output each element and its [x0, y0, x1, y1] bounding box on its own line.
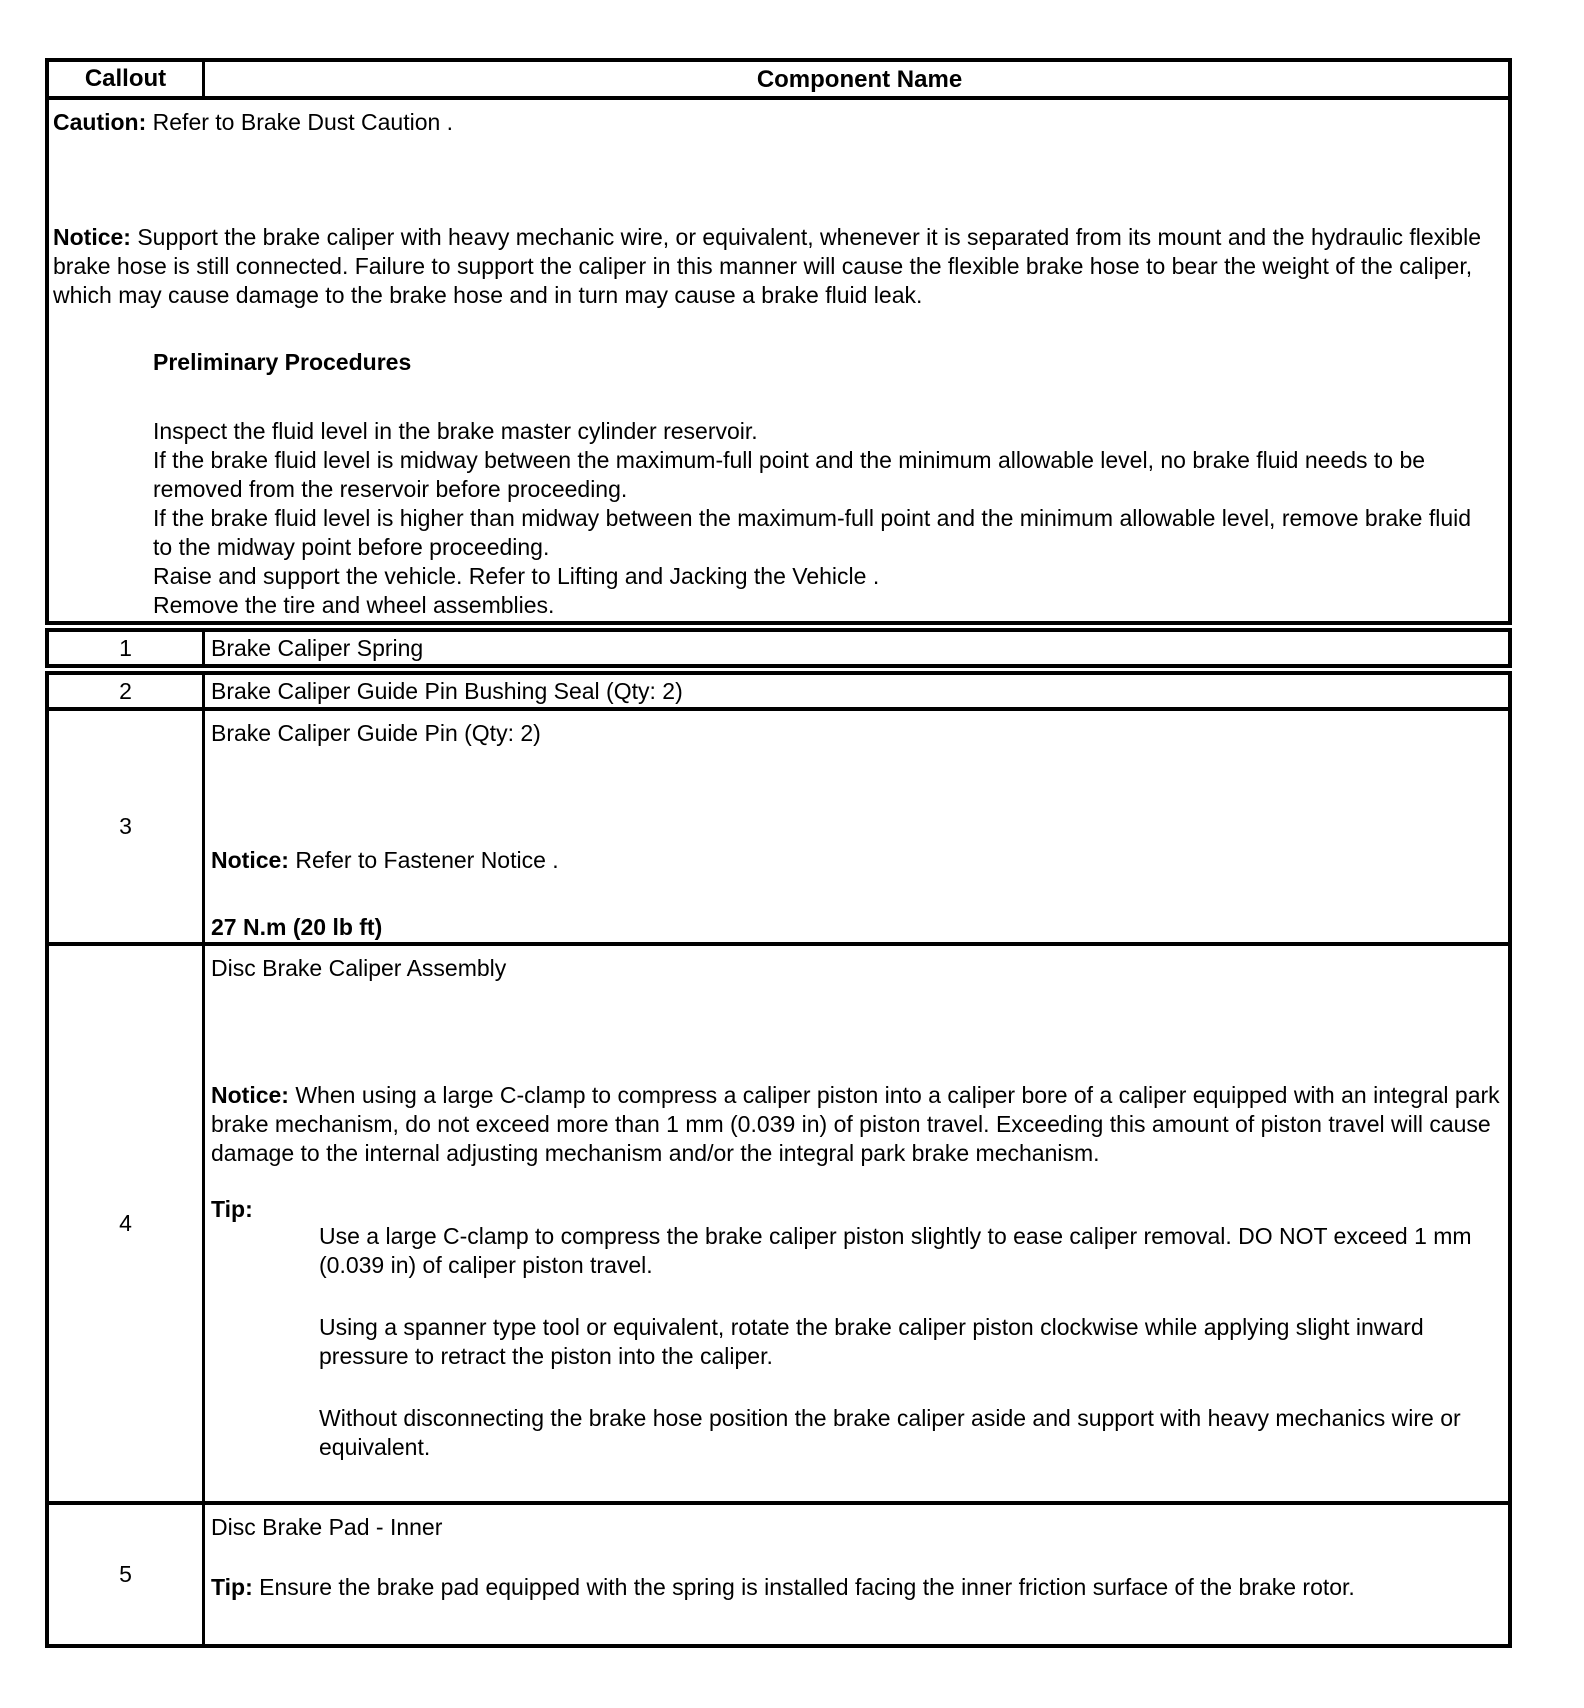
callout-number: 4: [49, 946, 205, 1501]
list-item: Inspect the fluid level in the brake master cylinder reservoir.: [153, 418, 758, 444]
component-name: Disc Brake Caliper Assembly: [211, 955, 507, 981]
callout-number: 1: [49, 632, 205, 664]
list-item: Use a large C-clamp to compress the brake caliper piston slightly to ease caliper removal. DO NOT exceed 1 mm (0.039 in) of caliper piston travel.: [319, 1223, 1472, 1278]
component-name-header: Component Name: [756, 65, 963, 93]
component-cell: [205, 946, 1508, 1501]
component-table: [45, 58, 1512, 1648]
notice-text: Notice: When using a large C-clamp to compress a caliper piston into a caliper bore of a caliper equipped with an integral park brake mechanism, do not exceed more than 1 mm (0.039 in) of piston travel. Exceeding this amount of piston travel will cause damage to the internal adjusting mechanism and/or the integral park brake mechanism.: [211, 1082, 1500, 1166]
table-row: [45, 1505, 1512, 1648]
callout-number: 5: [49, 1505, 205, 1644]
callout-number: 3: [49, 711, 205, 942]
tip-text: Tip: Ensure the brake pad equipped with the spring is installed facing the inner friction surface of the brake rotor.: [211, 1574, 1355, 1600]
table-row: [45, 671, 1512, 711]
list-item: If the brake fluid level is higher than midway between the maximum-full point and the minimum allowable level, remove brake fluid to the midway point before proceeding.: [153, 505, 1472, 560]
component-name: Brake Caliper Spring: [211, 634, 424, 661]
table-row: [45, 946, 1512, 1505]
notice-text: Notice: Refer to Fastener Notice .: [211, 847, 559, 873]
table-row: [45, 711, 1512, 946]
preliminary-title: Preliminary Procedures: [153, 349, 412, 375]
list-item: Using a spanner type tool or equivalent, rotate the brake caliper piston clockwise while applying slight inward pressure to retract the piston into the caliper.: [319, 1314, 1424, 1369]
component-name: Brake Caliper Guide Pin Bushing Seal (Qty: 2): [211, 677, 683, 704]
list-item: Remove the tire and wheel assemblies.: [153, 592, 555, 618]
preliminary-steps: [153, 417, 1492, 620]
list-item: If the brake fluid level is midway between the maximum-full point and the minimum allowable level, no brake fluid needs to be removed from the reservoir before proceeding.: [153, 447, 1426, 502]
list-item: Raise and support the vehicle. Refer to Lifting and Jacking the Vehicle .: [153, 563, 880, 589]
callout-header: Callout: [49, 62, 205, 96]
component-name: Brake Caliper Guide Pin (Qty: 2): [211, 720, 541, 746]
tip-list: [319, 1222, 1488, 1462]
caution-text: Caution: Refer to Brake Dust Caution .: [53, 109, 454, 135]
component-cell: [205, 1505, 1508, 1644]
notice-text: Notice: Support the brake caliper with heavy mechanic wire, or equivalent, whenever it is separated from its mount and the hydraulic flexible brake hose is still connected. Failure to support the caliper in this manner will cause the flexible brake hose to bear the weight of the caliper, which may cause damage to the brake hose and in turn may cause a brake fluid leak.: [53, 224, 1481, 308]
intro-row: [45, 100, 1512, 625]
list-item: Without disconnecting the brake hose position the brake caliper aside and support with heavy mechanics wire or equivalent.: [319, 1405, 1461, 1460]
tip-label: Tip:: [211, 1196, 253, 1222]
torque-spec: 27 N.m (20 lb ft): [211, 914, 383, 940]
component-cell: [205, 711, 1508, 942]
table-header: [45, 58, 1512, 100]
component-name: Disc Brake Pad - Inner: [211, 1514, 443, 1540]
callout-number: 2: [49, 675, 205, 707]
table-row: [45, 628, 1512, 668]
